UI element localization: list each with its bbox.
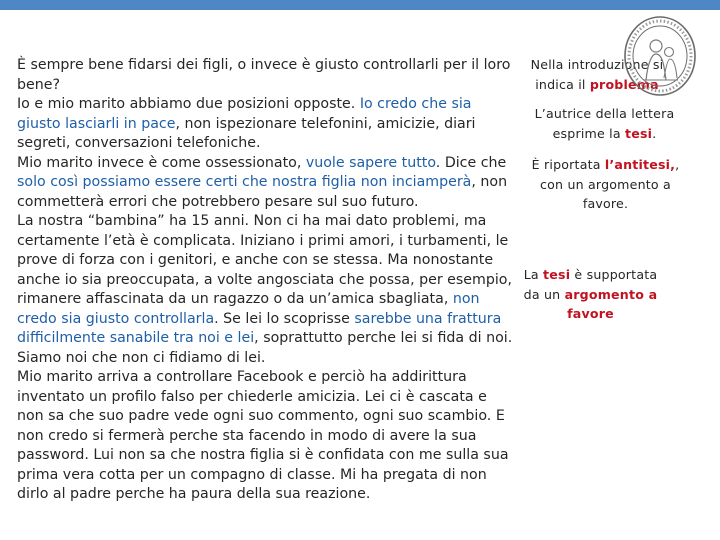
text-run: Nella introduzione si indica il (530, 57, 664, 92)
text-run: , non ispezionare telefonini, amicizie, diari segreti, conversazioni telefoniche. (17, 115, 476, 151)
note-support (518, 265, 663, 324)
letter-paragraph (17, 212, 517, 368)
text-run: . Dice che (435, 154, 507, 171)
key-term: argomento a favore (564, 286, 658, 321)
note-antithesis (518, 155, 693, 214)
text-run: . (652, 125, 657, 141)
key-term: problema (589, 76, 659, 92)
text-run: , con un argomento a favore. (540, 157, 680, 211)
highlighted-text: non credo sia giusto controllarla (17, 291, 480, 327)
letter-body (17, 56, 517, 505)
highlighted-text: vuole sapere tutto (305, 154, 436, 171)
text-run: È sempre bene fidarsi dei figli, o invece è giusto controllarli per il loro bene? (17, 57, 511, 93)
text-run: , soprattutto perche lei si fida di noi. Siamo noi che non ci fidiamo di lei. (17, 330, 513, 366)
key-term: tesi (543, 267, 571, 282)
letter-paragraph (17, 95, 517, 154)
text-run: . Se lei lo scoprisse (214, 310, 355, 327)
letter-question (17, 56, 517, 95)
text-run: La nostra “bambina” ha 15 anni. Non ci ha mai dato problemi, ma certamente l’età è complicata. Iniziano i primi amori, i turbamenti, le prove di forza con i genitori, e anche con se stessa. Ma nonostante anche io sia preoccupata, a volte angosciata che possa, per esempio, rimanere affascinata da un ragazzo o da un’amica sbagliata, (17, 213, 512, 307)
text-run: Mio marito invece è come ossessionato, (17, 154, 306, 171)
letter-paragraph (17, 154, 517, 213)
text-run: L’autrice della lettera esprime la (534, 106, 675, 141)
highlighted-text: Io credo che sia giusto lasciarli in pace (17, 96, 472, 132)
text-run: È riportata (531, 157, 605, 172)
highlighted-text: sarebbe una frattura difficilmente sanabile tra noi e lei (17, 310, 502, 346)
note-thesis (517, 104, 692, 143)
text-run: Io e mio marito abbiamo due posizioni opposte. (17, 96, 360, 112)
text-run: Mio marito arriva a controllare Facebook e perciò ha addirittura inventato un profilo falso per chiederle amicizia. Lei ci è cascata e non sa che suo padre vede ogni suo commento, ogni suo scambio. E non credo si fermerà perche sta facendo in modo di avere la sua password. Lui non sa che nostra figlia si è confidata con me sulla sua prima vera cotta per un compagno di classe. Mi ha pregata di non dirlo al padre perche ha paura della sua reazione. (17, 369, 509, 502)
text-run: è supportata da un (523, 267, 658, 302)
top-accent-bar (0, 0, 720, 10)
text-run: La (523, 267, 544, 282)
school-seal-icon (622, 14, 698, 98)
letter-paragraph (17, 368, 517, 505)
highlighted-text: solo così possiamo essere certi che nostra figlia non inciamperà (17, 174, 472, 190)
text-run: , non commetterà errori che potrebbero pesare sul suo futuro. (17, 174, 508, 210)
key-term: tesi (625, 125, 653, 141)
key-term: l’antitesi, (604, 157, 676, 172)
